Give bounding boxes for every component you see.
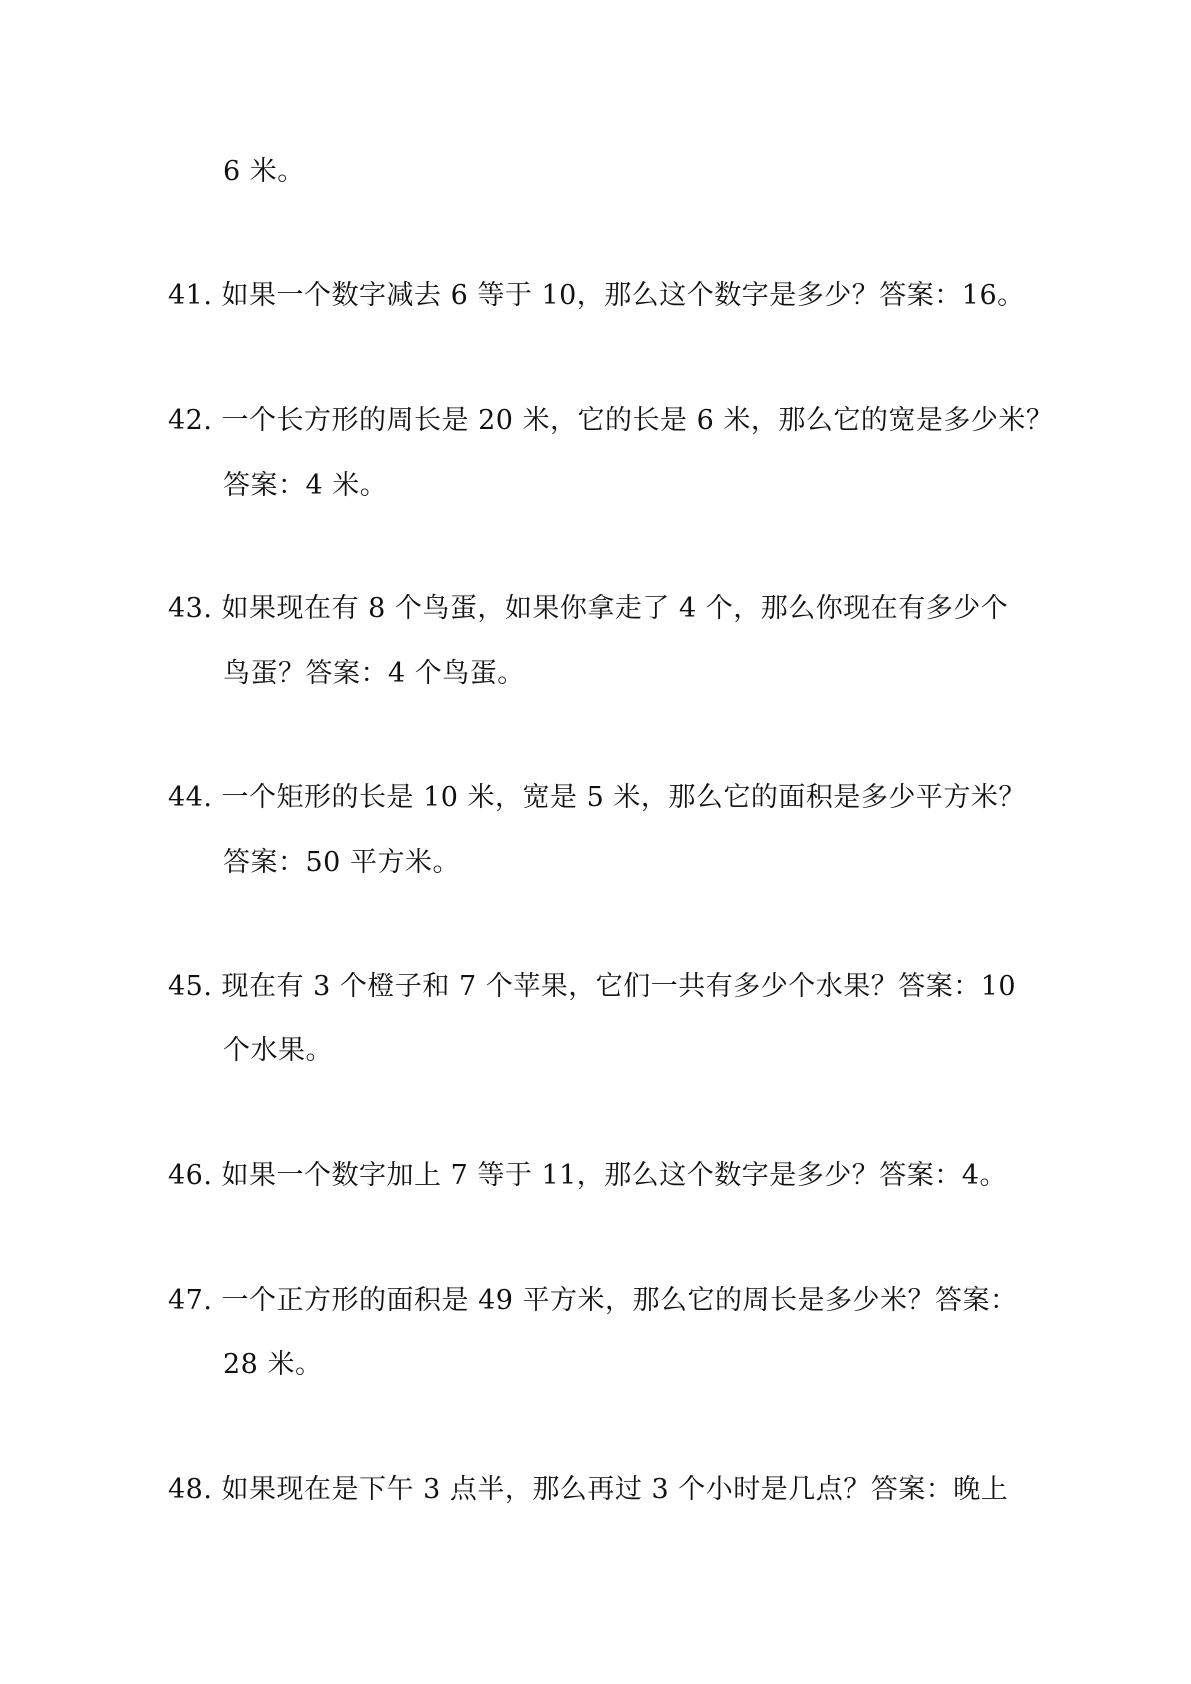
question-42: 42. 一个长方形的周长是 20 米，它的长是 6 米，那么它的宽是多少米？: [168, 405, 1054, 436]
question-47: 47. 一个正方形的面积是 49 平方米，那么它的周长是多少米？答案：: [168, 1285, 1018, 1316]
question-44: 44. 一个矩形的长是 10 米，宽是 5 米，那么它的面积是多少平方米？: [168, 782, 1026, 813]
question-48: 48. 如果现在是下午 3 点半，那么再过 3 个小时是几点？答案：晚上: [168, 1474, 1009, 1505]
question-46: 46. 如果一个数字加上 7 等于 11，那么这个数字是多少？答案：4。: [168, 1160, 1007, 1191]
question-41: 41. 如果一个数字减去 6 等于 10，那么这个数字是多少？答案：16。: [168, 280, 1025, 311]
answer-42: 答案：4 米。: [223, 470, 388, 501]
question-43: 43. 如果现在有 8 个鸟蛋，如果你拿走了 4 个，那么你现在有多少个: [168, 593, 1009, 624]
text-line: 6 米。: [223, 156, 305, 187]
answer-47: 28 米。: [223, 1349, 323, 1380]
question-45: 45. 现在有 3 个橙子和 7 个苹果，它们一共有多少个水果？答案：10: [168, 971, 1017, 1002]
answer-45: 个水果。: [223, 1035, 333, 1066]
answer-44: 答案：50 平方米。: [223, 847, 460, 878]
answer-43: 鸟蛋？答案：4 个鸟蛋。: [223, 658, 525, 689]
